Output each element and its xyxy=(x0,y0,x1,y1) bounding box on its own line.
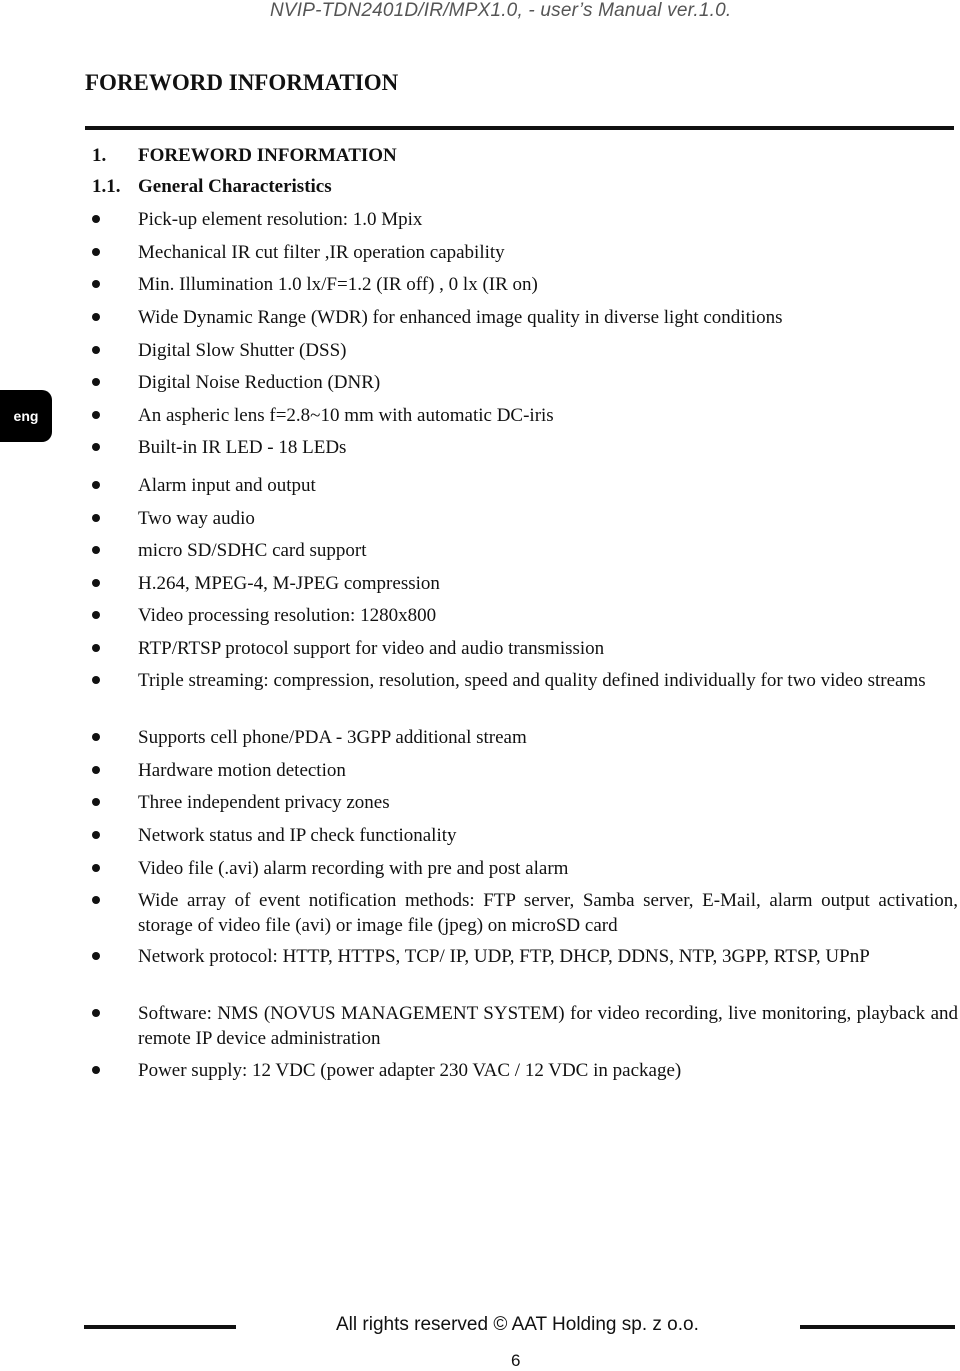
subsection-title: General Characteristics xyxy=(138,176,332,197)
list-item-text: Alarm input and output xyxy=(138,475,316,496)
bullet-icon xyxy=(92,952,100,960)
bullet-icon xyxy=(92,766,100,774)
list-item xyxy=(138,823,958,848)
list-item xyxy=(138,571,958,596)
bullet-icon xyxy=(92,579,100,587)
list-item-text: An aspheric lens f=2.8~10 mm with automatic DC-iris xyxy=(138,405,554,426)
footer-copyright: All rights reserved © AAT Holding sp. z o.o. xyxy=(336,1314,699,1335)
list-item-text: Hardware motion detection xyxy=(138,760,346,781)
section-title: FOREWORD INFORMATION xyxy=(138,145,397,166)
list-item xyxy=(138,473,958,498)
section-number: 1. xyxy=(92,145,107,166)
bullet-icon xyxy=(92,1066,100,1074)
list-item-text: Supports cell phone/PDA - 3GPP additional stream xyxy=(138,727,527,748)
list-item xyxy=(138,636,958,661)
bullet-icon xyxy=(92,280,100,288)
bullet-icon xyxy=(92,215,100,223)
list-item-text: H.264, MPEG-4, M-JPEG compression xyxy=(138,573,440,594)
bullet-icon xyxy=(92,346,100,354)
subsection-heading xyxy=(92,176,332,198)
list-item-text: micro SD/SDHC card support xyxy=(138,540,367,561)
language-tab xyxy=(0,390,52,442)
bullet-icon xyxy=(92,831,100,839)
bullet-icon xyxy=(92,896,100,904)
list-item xyxy=(138,240,958,265)
running-header: NVIP-TDN2401D/IR/MPX1.0, - user’s Manual ver.1.0. xyxy=(270,0,732,21)
list-item-text: Wide Dynamic Range (WDR) for enhanced image quality in diverse light conditions xyxy=(138,307,783,328)
list-item-text: Built-in IR LED - 18 LEDs xyxy=(138,437,347,458)
list-item xyxy=(138,370,958,395)
bullet-icon xyxy=(92,644,100,652)
list-item-text: RTP/RTSP protocol support for video and audio transmission xyxy=(138,638,605,659)
list-item-text: Network status and IP check functionality xyxy=(138,825,457,846)
list-item-text: Digital Noise Reduction (DNR) xyxy=(138,372,381,393)
list-item-text: Wide array of event notification methods: FTP server, Samba server, E-Mail, alarm output activation, storage of video file (avi) or image file (jpeg) on microSD card xyxy=(138,890,958,936)
list-item xyxy=(138,668,958,693)
list-item xyxy=(138,758,958,783)
list-item-text: Two way audio xyxy=(138,508,255,529)
bullet-icon xyxy=(92,864,100,872)
list-item xyxy=(138,403,958,428)
bullet-icon xyxy=(92,481,100,489)
title-divider xyxy=(85,126,954,130)
list-item-text: Power supply: 12 VDC (power adapter 230 VAC / 12 VDC in package) xyxy=(138,1060,682,1081)
bullet-icon xyxy=(92,611,100,619)
list-item xyxy=(138,538,958,563)
list-item xyxy=(138,272,958,297)
list-item-text: Software: NMS (NOVUS MANAGEMENT SYSTEM) for video recording, live monitoring, playback and remote IP device administration xyxy=(138,1003,958,1049)
list-item-text: Triple streaming: compression, resolution, speed and quality defined individually for two video streams xyxy=(138,670,926,691)
list-item xyxy=(138,725,958,750)
bullet-icon xyxy=(92,676,100,684)
list-item xyxy=(138,1001,958,1051)
bullet-icon xyxy=(92,378,100,386)
list-item-text: Pick-up element resolution: 1.0 Mpix xyxy=(138,209,423,230)
list-item-text: Video file (.avi) alarm recording with pre and post alarm xyxy=(138,858,569,879)
list-item-text: Network protocol: HTTP, HTTPS, TCP/ IP, UDP, FTP, DHCP, DDNS, NTP, 3GPP, RTSP, UPnP xyxy=(138,946,870,967)
list-item-text: Min. Illumination 1.0 lx/F=1.2 (IR off) , 0 lx (IR on) xyxy=(138,274,538,295)
footer-divider-left xyxy=(84,1325,236,1329)
section-heading xyxy=(92,145,397,167)
list-item-text: Mechanical IR cut filter ,IR operation capability xyxy=(138,242,505,263)
bullet-icon xyxy=(92,514,100,522)
list-item-text: Digital Slow Shutter (DSS) xyxy=(138,340,347,361)
language-tab-label: eng xyxy=(13,408,39,424)
bullet-icon xyxy=(92,1009,100,1017)
list-item xyxy=(138,856,958,881)
list-item xyxy=(138,944,958,969)
bullet-icon xyxy=(92,443,100,451)
bullet-icon xyxy=(92,798,100,806)
bullet-icon xyxy=(92,411,100,419)
list-item xyxy=(138,603,958,628)
list-item xyxy=(138,1058,958,1083)
list-item xyxy=(138,338,958,363)
bullet-icon xyxy=(92,733,100,741)
list-item xyxy=(138,888,958,938)
subsection-number: 1.1. xyxy=(92,176,121,197)
list-item xyxy=(138,305,958,330)
list-item xyxy=(138,435,958,460)
list-item-text: Three independent privacy zones xyxy=(138,792,390,813)
bullet-icon xyxy=(92,313,100,321)
bullet-icon xyxy=(92,546,100,554)
list-item xyxy=(138,506,958,531)
list-item xyxy=(138,790,958,815)
footer-divider-right xyxy=(800,1325,955,1329)
page-number: 6 xyxy=(511,1351,521,1370)
list-item-text: Video processing resolution: 1280x800 xyxy=(138,605,437,626)
page-title: FOREWORD INFORMATION xyxy=(85,70,399,95)
list-item xyxy=(138,207,958,232)
bullet-icon xyxy=(92,248,100,256)
